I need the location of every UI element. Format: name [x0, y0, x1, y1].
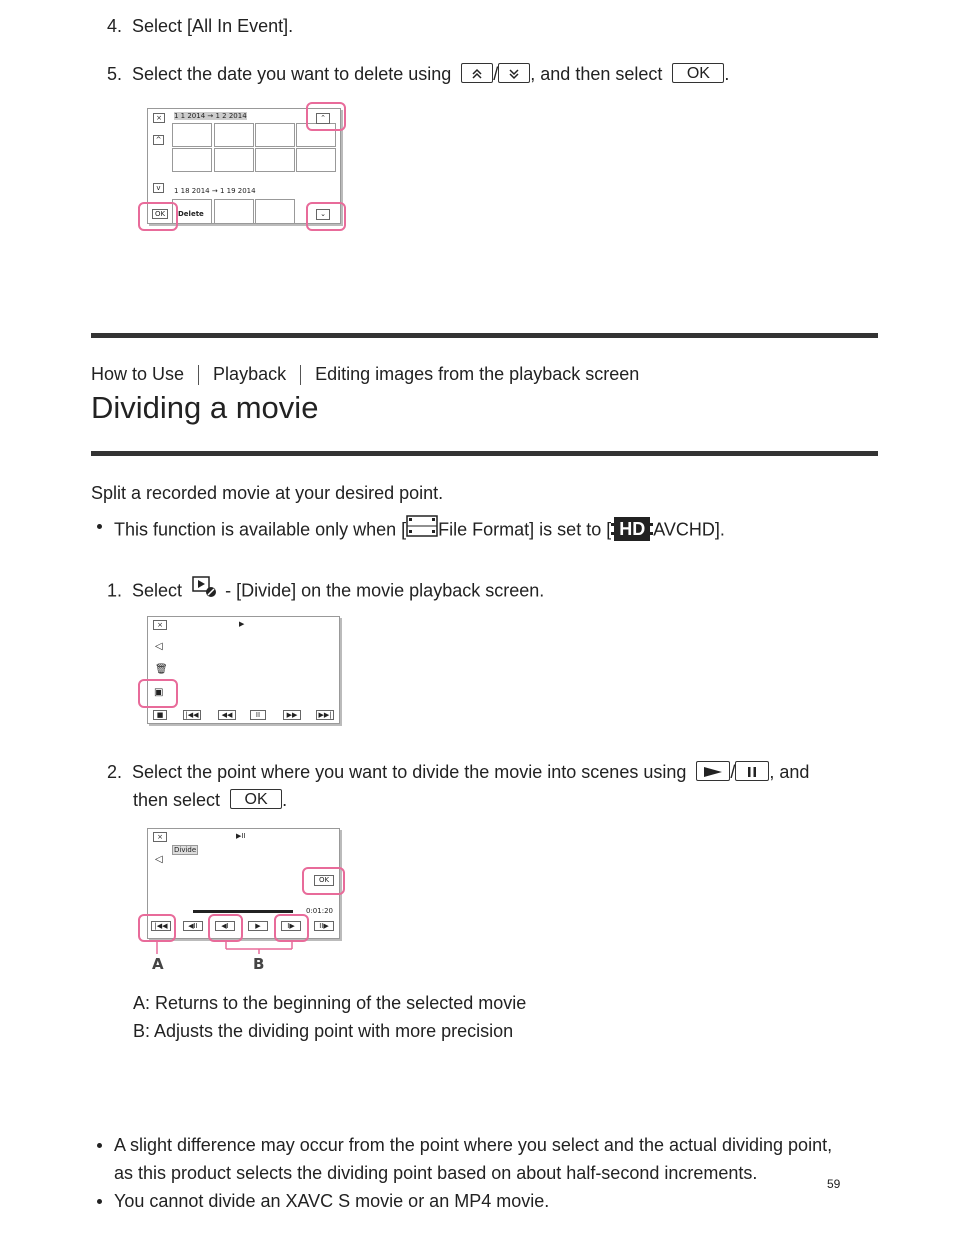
ok-button: OK	[314, 875, 334, 886]
thumbnail-cell	[255, 123, 295, 147]
page-up-icon: ⌃	[316, 113, 330, 124]
callout-label-a: A	[152, 955, 164, 973]
trash-icon: 🗑	[155, 664, 168, 675]
highlight-a	[138, 914, 176, 942]
note-text: AVCHD].	[653, 519, 725, 540]
note-1-line2: as this product selects the dividing point based on about half-second increments.	[114, 1163, 758, 1183]
go-to-start-icon: |◀◀	[151, 921, 171, 931]
slow-forward-icon: II▶	[314, 921, 334, 931]
progress-bar	[193, 910, 293, 913]
scroll-up-button-icon	[461, 63, 493, 83]
breadcrumb-separator	[300, 365, 301, 385]
edit-icon: ▣	[154, 687, 164, 698]
breadcrumb-item[interactable]: Editing images from the playback screen	[315, 364, 640, 384]
legend-a: A: Returns to the beginning of the selected movie	[133, 993, 527, 1013]
thumbnail-cell	[214, 148, 254, 172]
play-button-icon	[696, 761, 730, 781]
step-number: 2.	[107, 762, 123, 782]
stop-icon: ■	[153, 710, 167, 720]
time-display: 0:01:20	[306, 907, 333, 915]
step-text: Select the date you want to delete using	[132, 64, 452, 84]
bullet-dot	[97, 524, 102, 529]
date-range-top: 1 1 2014 → 1 2 2014	[174, 112, 247, 120]
playback-screen-illustration	[147, 616, 340, 724]
thumbnail-cell	[214, 123, 254, 147]
close-icon: ×	[153, 620, 167, 630]
step-text: , and then select	[530, 64, 663, 84]
close-icon: ×	[153, 113, 165, 123]
highlight-ok	[302, 867, 345, 895]
play-pause-indicator-icon: ▶II	[236, 832, 246, 840]
step-text: - [Divide] on the movie playback screen.	[225, 580, 545, 601]
step-5	[107, 64, 729, 85]
step-forward-icon: I▶	[281, 921, 301, 931]
step-number: 1.	[107, 580, 123, 601]
thumbnail-cell	[296, 148, 336, 172]
thumbnail-cell	[214, 199, 254, 223]
step-text: .	[724, 64, 730, 84]
note-text: File Format] is set to [	[438, 519, 612, 540]
step-text: , and	[769, 762, 810, 782]
divide-label: Divide	[174, 846, 197, 854]
edit-icon	[192, 575, 220, 604]
breadcrumb-item[interactable]: Playback	[213, 364, 287, 384]
film-strip-icon	[406, 514, 438, 543]
highlight-page-up	[306, 102, 346, 131]
highlight-edit-icon	[138, 679, 178, 708]
highlight-b-right	[274, 914, 309, 942]
note-1-line1: A slight difference may occur from the point where you select and the actual dividing point,	[114, 1135, 833, 1155]
step-text: Select [All In Event].	[132, 16, 294, 36]
separator: /	[493, 64, 499, 84]
rewind-icon: ◀◀	[218, 710, 236, 720]
highlight-ok	[138, 202, 178, 231]
date-range-bottom: 1 18 2014 → 1 19 2014	[174, 187, 256, 195]
ok-button-icon: OK	[230, 789, 282, 809]
play-icon: ▶	[248, 921, 268, 931]
step-text: then select	[133, 790, 221, 810]
format-note	[114, 516, 725, 545]
bullet-dot	[97, 1143, 102, 1148]
previous-icon: |◀◀	[183, 710, 201, 720]
breadcrumb-item[interactable]: How to Use	[91, 364, 185, 384]
step-4	[107, 16, 293, 37]
step-number: 5.	[107, 64, 123, 84]
ok-button: OK	[152, 209, 168, 219]
pause-icon: II	[250, 710, 266, 720]
page-title: Dividing a movie	[91, 390, 319, 425]
scroll-down-button-icon	[498, 63, 530, 83]
close-icon: ×	[153, 832, 167, 842]
breadcrumb	[91, 364, 639, 385]
fast-forward-icon: ▶▶	[283, 710, 301, 720]
delete-label: Delete	[178, 210, 204, 218]
thumbnail-cell	[172, 123, 212, 147]
separator: /	[730, 762, 736, 782]
step-2	[107, 762, 809, 783]
next-icon: ▶▶|	[316, 710, 334, 720]
highlight-b-left	[208, 914, 243, 942]
intro-text: Split a recorded movie at your desired point.	[91, 483, 444, 503]
page-down-icon: ⌄	[316, 209, 330, 220]
callout-label-b: B	[253, 955, 265, 973]
step-1	[107, 577, 544, 606]
thumbnail-cell	[172, 148, 212, 172]
step-text: Select	[132, 580, 183, 601]
legend-b: B: Adjusts the dividing point with more precision	[133, 1021, 514, 1041]
step-number: 4.	[107, 16, 123, 36]
volume-icon: ◁	[155, 641, 163, 652]
ok-button-icon: OK	[672, 63, 724, 83]
step-text: .	[282, 790, 288, 810]
slow-rewind-icon: ◀II	[183, 921, 203, 931]
step-2-line2	[133, 790, 287, 811]
thumbnail-cell	[255, 148, 295, 172]
pause-button-icon	[735, 761, 769, 781]
bullet-dot	[97, 1199, 102, 1204]
section-divider-top	[91, 333, 878, 338]
page-number: 59	[827, 1177, 841, 1191]
breadcrumb-separator	[198, 365, 199, 385]
step-text: Select the point where you want to divide the movie into scenes using	[132, 762, 687, 782]
callout-lines	[138, 940, 318, 960]
section-divider-bottom	[91, 451, 878, 456]
scroll-up-icon: ^	[153, 135, 164, 145]
note-text: This function is available only when [	[114, 519, 407, 540]
play-indicator-icon: ▶	[239, 620, 245, 628]
highlight-page-down	[306, 202, 346, 231]
step-back-icon: ◀I	[215, 921, 235, 931]
hd-icon: HD	[611, 517, 653, 541]
thumbnail-cell	[255, 199, 295, 223]
note-2: You cannot divide an XAVC S movie or an MP4 movie.	[114, 1191, 550, 1211]
volume-icon: ◁	[155, 854, 163, 865]
scroll-down-icon: v	[153, 183, 164, 193]
